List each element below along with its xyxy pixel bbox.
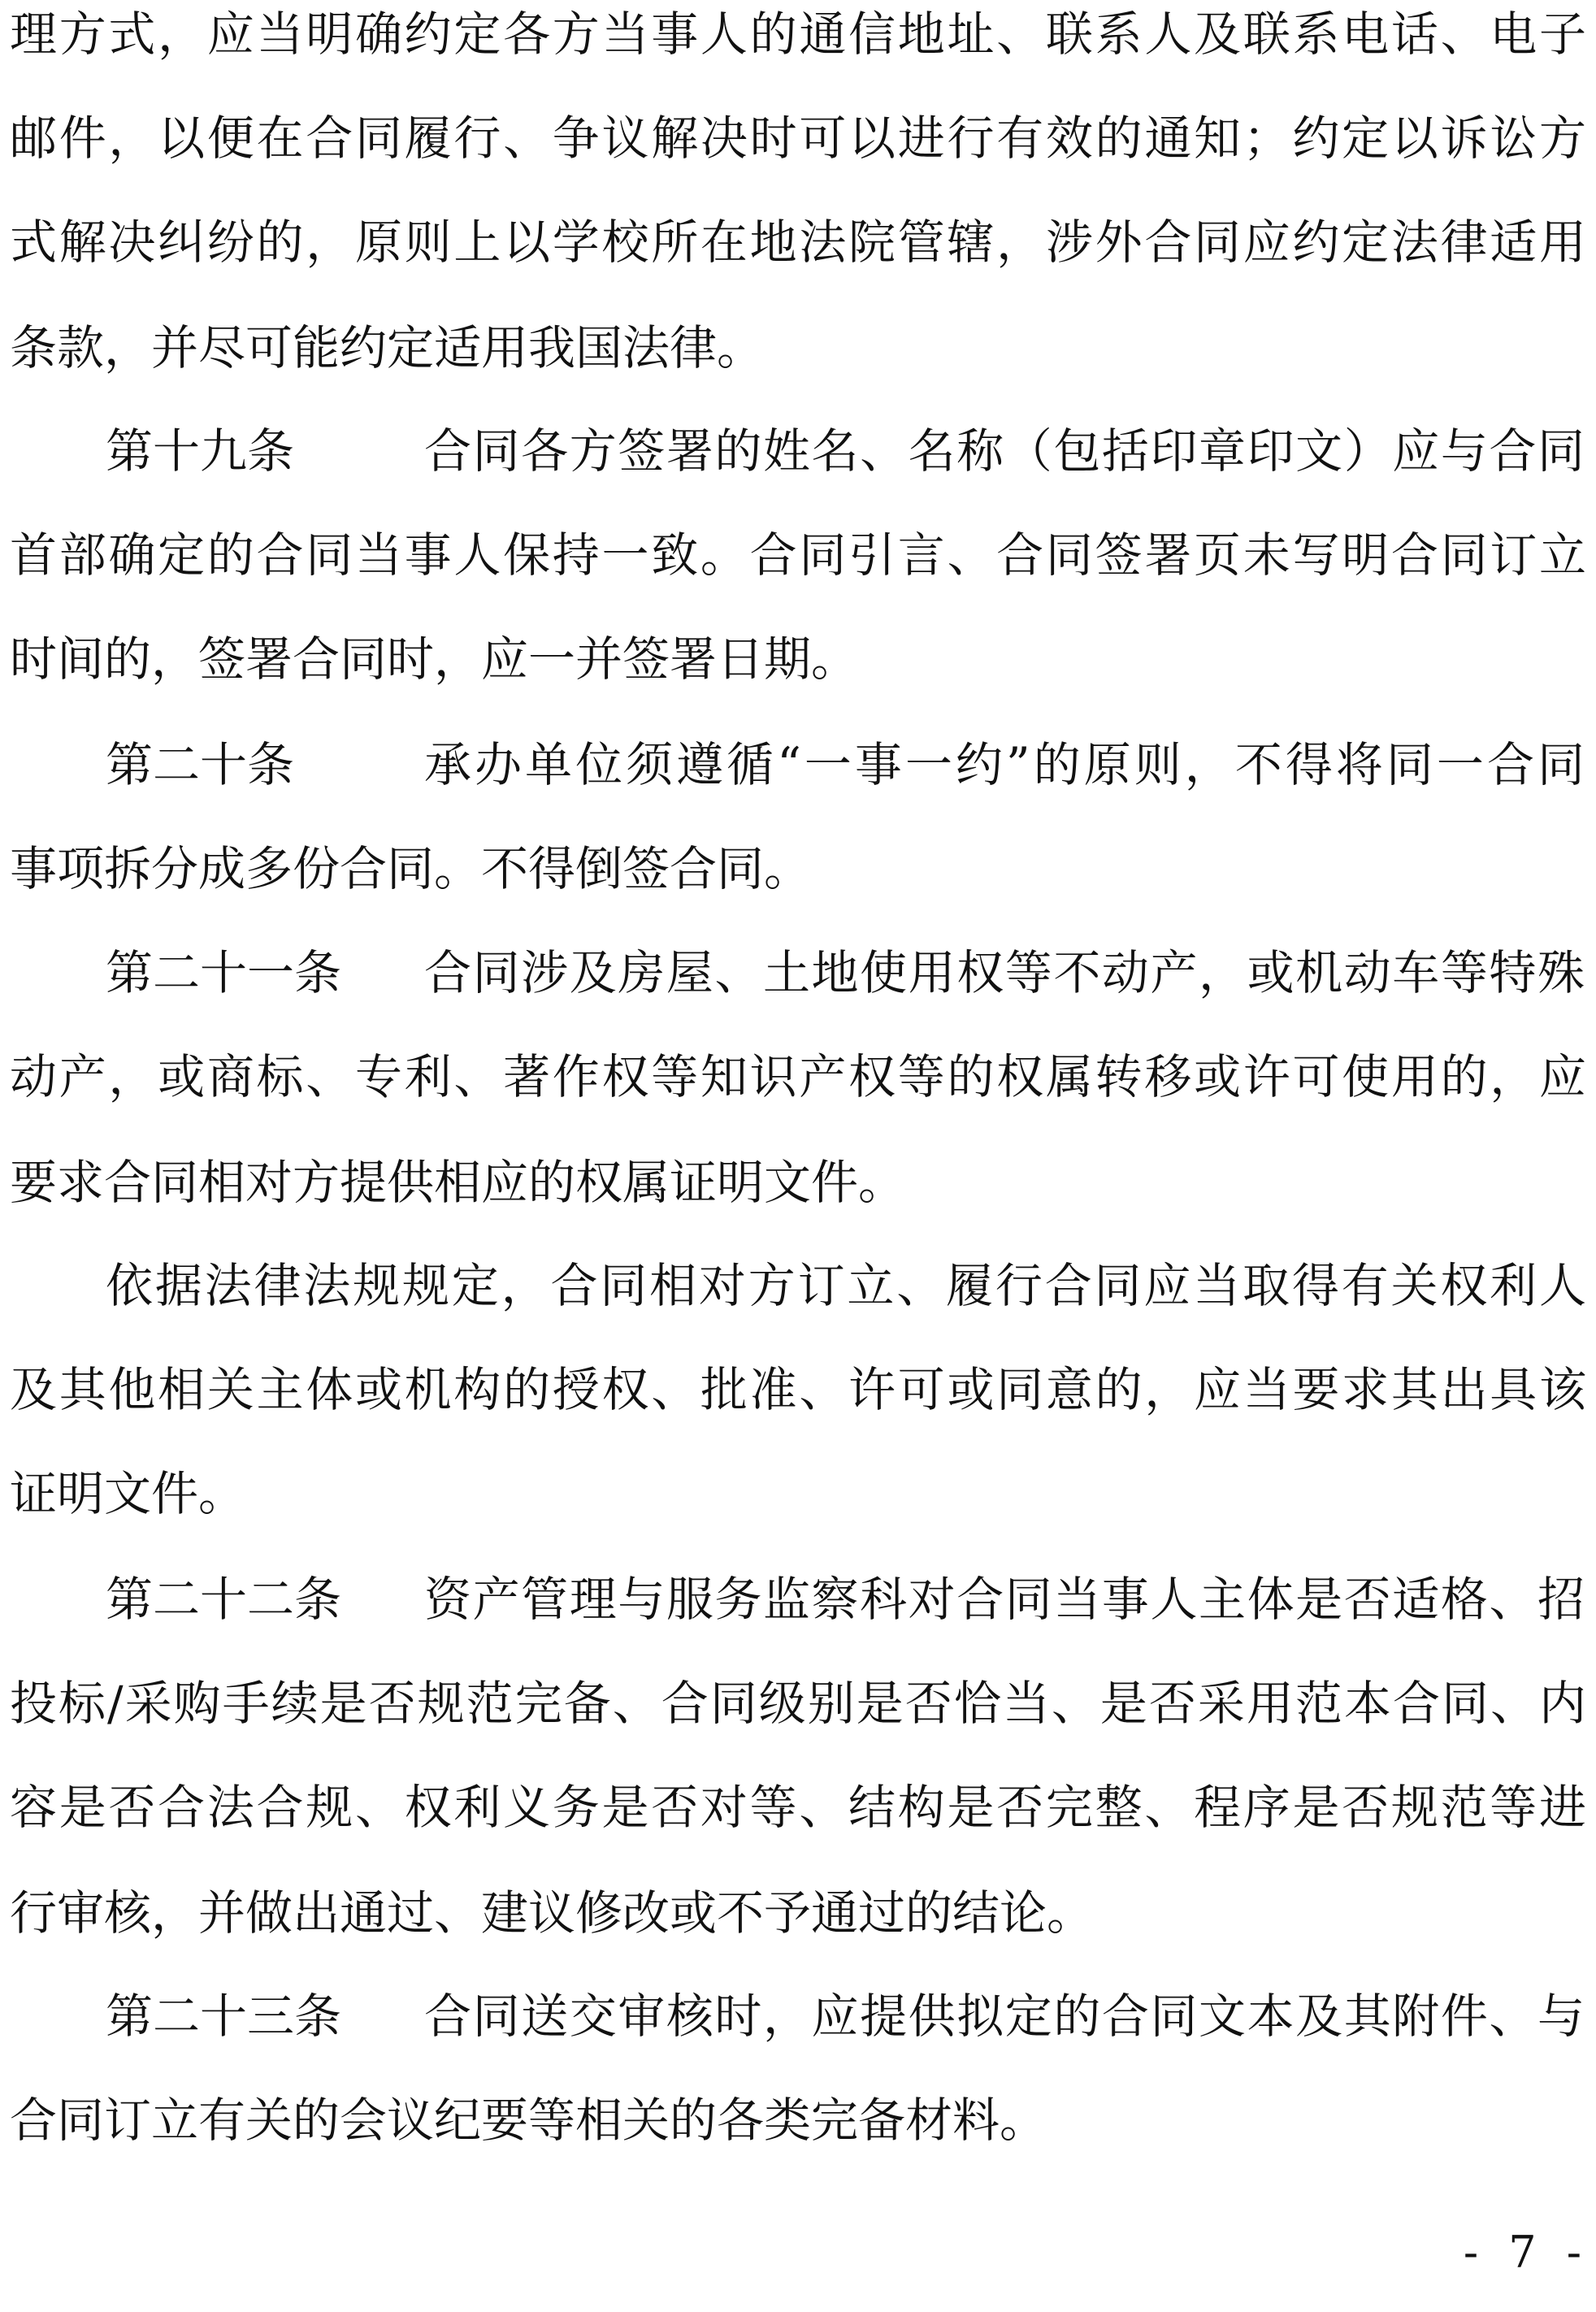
text-line: 事项拆分成多份合同。不得倒签合同。 (10, 840, 812, 896)
article-22-label: 第二十二条 (106, 1571, 342, 1627)
article-20-text: 承办单位须遵循“一事一约”的原则，不得将同一合同 (424, 737, 1585, 793)
text-line: 容是否合法合规、权利义务是否对等、结构是否完整、程序是否规范等进 (10, 1779, 1586, 1835)
paragraph-first-line: 依据法律法规规定，合同相对方订立、履行合同应当取得有关权利人 (106, 1258, 1586, 1314)
text-line: 行审核，并做出通过、建议修改或不予通过的结论。 (10, 1885, 1095, 1941)
text-line: 及其他相关主体或机构的授权、批准、许可或同意的，应当要求其出具该 (10, 1362, 1586, 1418)
article-19-text: 合同各方签署的姓名、名称（包括印章印文）应与合同 (424, 423, 1585, 479)
article-19-first-line (106, 417, 1586, 521)
text-line: 邮件，以便在合同履行、争议解决时可以进行有效的通知；约定以诉讼方 (10, 110, 1586, 166)
article-20-label: 第二十条 (106, 737, 295, 793)
article-23-text: 合同送交审核时，应提供拟定的合同文本及其附件、与 (424, 1989, 1585, 2045)
article-20-first-line (106, 731, 1586, 835)
article-21-label: 第二十一条 (106, 944, 342, 1000)
text-line: 时间的，签署合同时，应一并签署日期。 (10, 631, 859, 688)
page-number: - 7 - (1463, 2227, 1589, 2278)
text-line: 式解决纠纷的，原则上以学校所在地法院管辖，涉外合同应约定法律适用 (10, 214, 1586, 270)
text-line: 证明文件。 (10, 1466, 246, 1522)
article-23-first-line (106, 1982, 1586, 2086)
article-21-text: 合同涉及房屋、土地使用权等不动产，或机动车等特殊 (424, 944, 1585, 1000)
text-line: 首部确定的合同当事人保持一致。合同引言、合同签署页未写明合同订立 (10, 527, 1586, 583)
text-line: 合同订立有关的会议纪要等相关的各类完备材料。 (10, 2093, 1047, 2149)
article-21-first-line (106, 939, 1586, 1043)
text-line: 要求合同相对方提供相应的权属证明文件。 (10, 1154, 906, 1210)
text-line: 动产，或商标、专利、著作权等知识产权等的权属转移或许可使用的，应 (10, 1048, 1586, 1104)
article-22-text: 资产管理与服务监察科对合同当事人主体是否适格、招 (424, 1571, 1585, 1627)
article-19-label: 第十九条 (106, 423, 295, 479)
text-line: 条款，并尽可能约定适用我国法律。 (10, 319, 765, 375)
text-line: 投标/采购手续是否规范完备、合同级别是否恰当、是否采用范本合同、内 (10, 1675, 1586, 1731)
article-22-first-line (106, 1565, 1586, 1669)
text-line: 理方式，应当明确约定各方当事人的通信地址、联系人及联系电话、电子 (10, 7, 1586, 62)
article-23-label: 第二十三条 (106, 1989, 342, 2045)
